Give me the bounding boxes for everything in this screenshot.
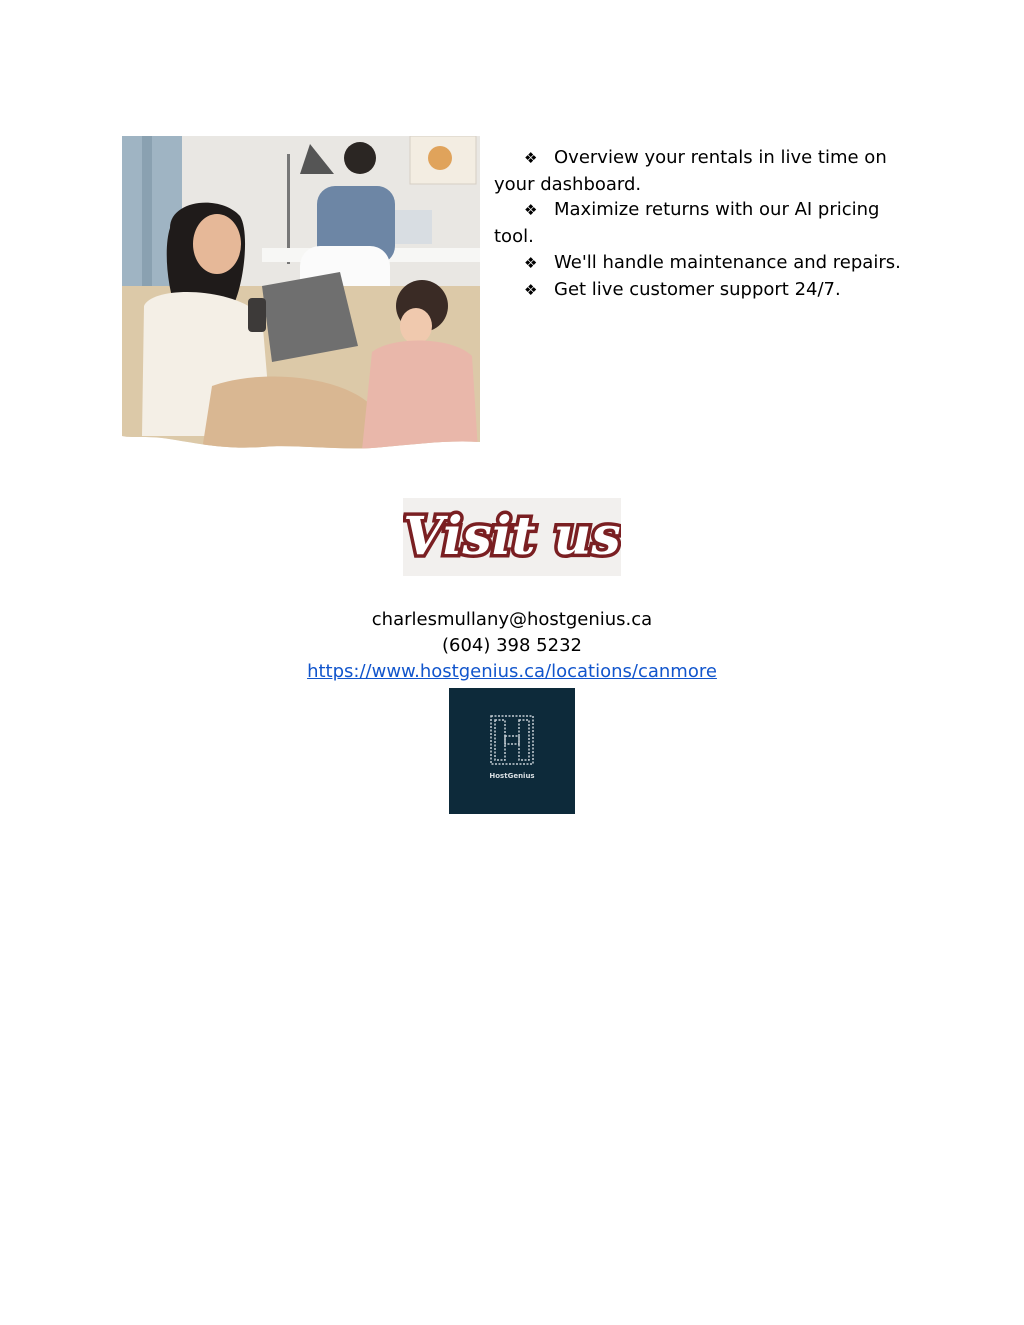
contact-email: charlesmullany@hostgenius.ca bbox=[371, 609, 653, 630]
family-photo bbox=[122, 136, 480, 450]
website-link[interactable]: https://www.hostgenius.ca/locations/canmore bbox=[307, 661, 717, 682]
diamond-bullet-icon: ❖ bbox=[524, 253, 538, 272]
hostgenius-logo bbox=[449, 688, 575, 814]
feature-text: Overview your rentals in live time on your dashboard. bbox=[494, 147, 887, 195]
visit-us-title: Visit us bbox=[403, 506, 621, 567]
list-item bbox=[494, 197, 914, 249]
diamond-bullet-icon: ❖ bbox=[524, 201, 538, 220]
feature-text: We'll handle maintenance and repairs. bbox=[554, 251, 901, 273]
list-item bbox=[494, 277, 914, 304]
list-item bbox=[494, 250, 914, 277]
diamond-bullet-icon: ❖ bbox=[524, 149, 538, 167]
diamond-bullet-icon: ❖ bbox=[524, 280, 538, 299]
feature-text: Maximize returns with our AI pricing tool. bbox=[494, 199, 880, 248]
contact-website-row bbox=[0, 659, 1024, 685]
feature-text: Get live customer support 24/7. bbox=[554, 278, 841, 300]
contact-phone: (604) 398 5232 bbox=[441, 635, 582, 656]
list-item bbox=[494, 145, 914, 197]
feature-list bbox=[494, 145, 914, 303]
logo-wordmark: HostGenius bbox=[489, 772, 535, 780]
visit-us-banner bbox=[403, 498, 621, 576]
